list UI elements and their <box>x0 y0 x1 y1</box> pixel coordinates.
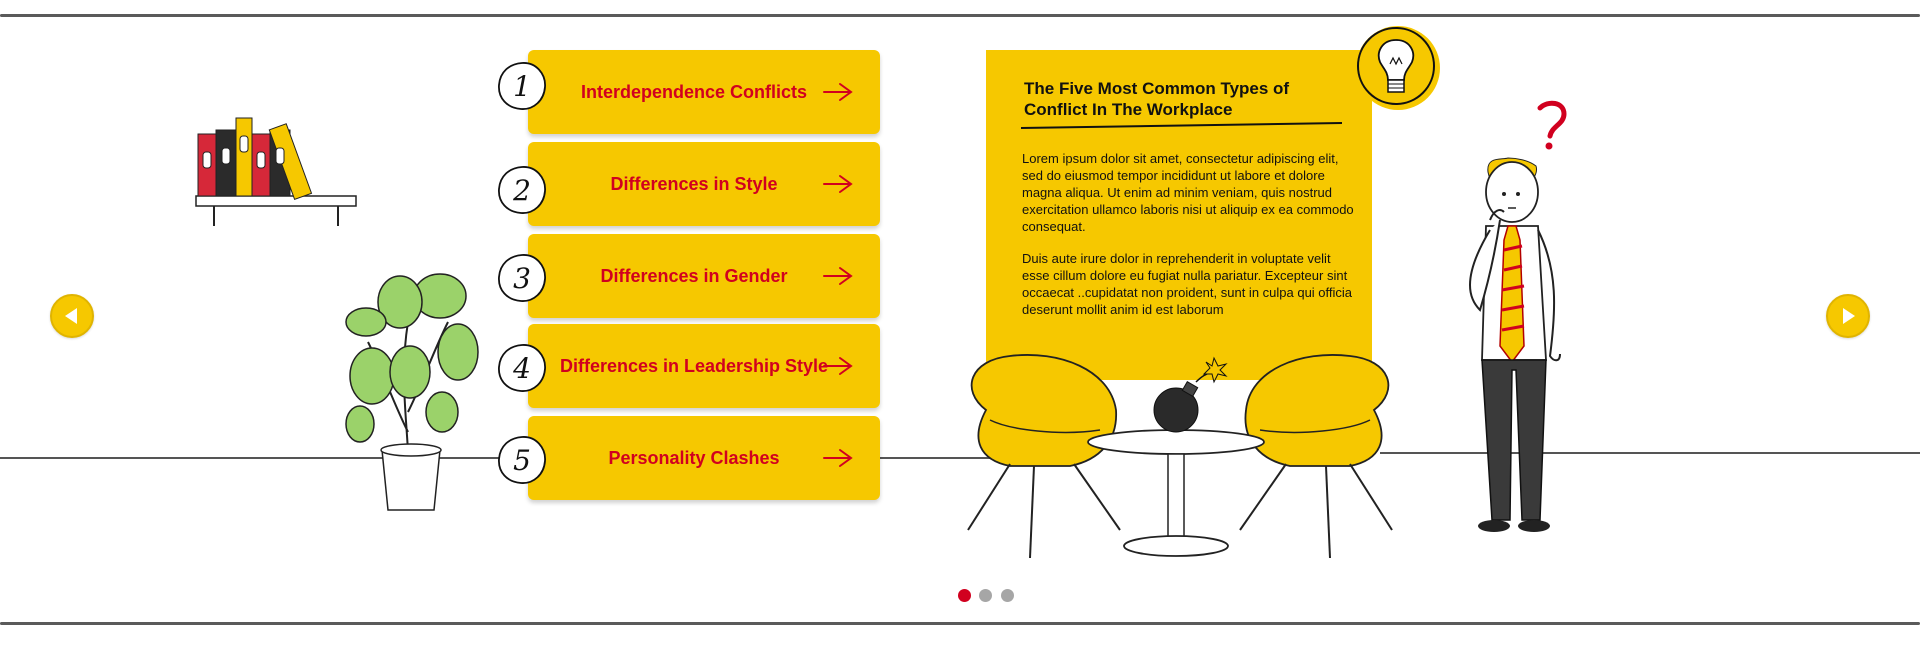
title-underline <box>1020 122 1344 130</box>
info-panel <box>986 50 1372 380</box>
menu-item-differences-in-leadership-style[interactable] <box>528 324 880 408</box>
number-badge <box>496 164 548 216</box>
prev-slide-button[interactable] <box>50 294 94 338</box>
number-badge-text: 5 <box>513 443 531 477</box>
lightbulb-icon <box>1350 22 1446 118</box>
arrow-right-icon <box>822 447 854 469</box>
menu-item-interdependence-conflicts[interactable] <box>528 50 880 134</box>
number-badge <box>496 434 548 486</box>
panel-paragraph-2: Duis aute irure dolor in reprehenderit in voluptate velit esse cillum dolore eu fugiat nulla pariatur. Excepteur sint occaecat ..cupidatat non proident, sunt in culpa qui officia deserunt mollit anim id est laborum <box>1022 251 1353 317</box>
menu-item-label: Differences in Leadership Style <box>559 355 829 376</box>
number-badge-text: 2 <box>513 173 531 207</box>
number-badge-text: 4 <box>513 351 531 385</box>
menu-item-differences-in-gender[interactable] <box>528 234 880 318</box>
number-badge <box>496 342 548 394</box>
panel-paragraph-1: Lorem ipsum dolor sit amet, consectetur adipiscing elit, sed do eiusmod tempor incididunt ut labore et dolore magna aliqua. Ut enim ad minim veniam, quis nostrud exercitation ullamco laboris nisi ut aliquip ex ea commodo consequat. <box>1022 151 1354 234</box>
lounge-table-illustration <box>950 350 1410 564</box>
bottom-border-line <box>0 622 1920 625</box>
bomb-icon <box>1154 358 1226 432</box>
potted-plant-illustration <box>338 262 480 514</box>
next-slide-button[interactable] <box>1826 294 1870 338</box>
question-mark-icon <box>1540 103 1564 149</box>
menu-item-label: Differences in Gender <box>600 265 788 286</box>
number-badge <box>496 60 548 112</box>
bookshelf-illustration <box>192 112 362 232</box>
next-arrow-icon <box>1836 304 1860 328</box>
prev-arrow-icon <box>60 304 84 328</box>
panel-title: The Five Most Common Types of Conflict In The Workplace <box>1024 79 1290 119</box>
menu-item-differences-in-style[interactable] <box>528 142 880 226</box>
number-badge-text: 3 <box>513 261 531 295</box>
menu-item-label: Personality Clashes <box>608 447 780 468</box>
pagination-dot-2[interactable] <box>979 589 992 602</box>
arrow-right-icon <box>822 265 854 287</box>
pagination-dot-1[interactable] <box>958 589 971 602</box>
number-badge <box>496 252 548 304</box>
number-badge-text: 1 <box>513 69 531 103</box>
top-border-line <box>0 14 1920 17</box>
confused-man-illustration <box>1450 100 1590 550</box>
menu-item-label: Interdependence Conflicts <box>580 81 808 102</box>
menu-item-personality-clashes[interactable] <box>528 416 880 500</box>
menu-item-label: Differences in Style <box>610 173 778 194</box>
arrow-right-icon <box>822 355 854 377</box>
arrow-right-icon <box>822 81 854 103</box>
arrow-right-icon <box>822 173 854 195</box>
pagination-dot-3[interactable] <box>1001 589 1014 602</box>
